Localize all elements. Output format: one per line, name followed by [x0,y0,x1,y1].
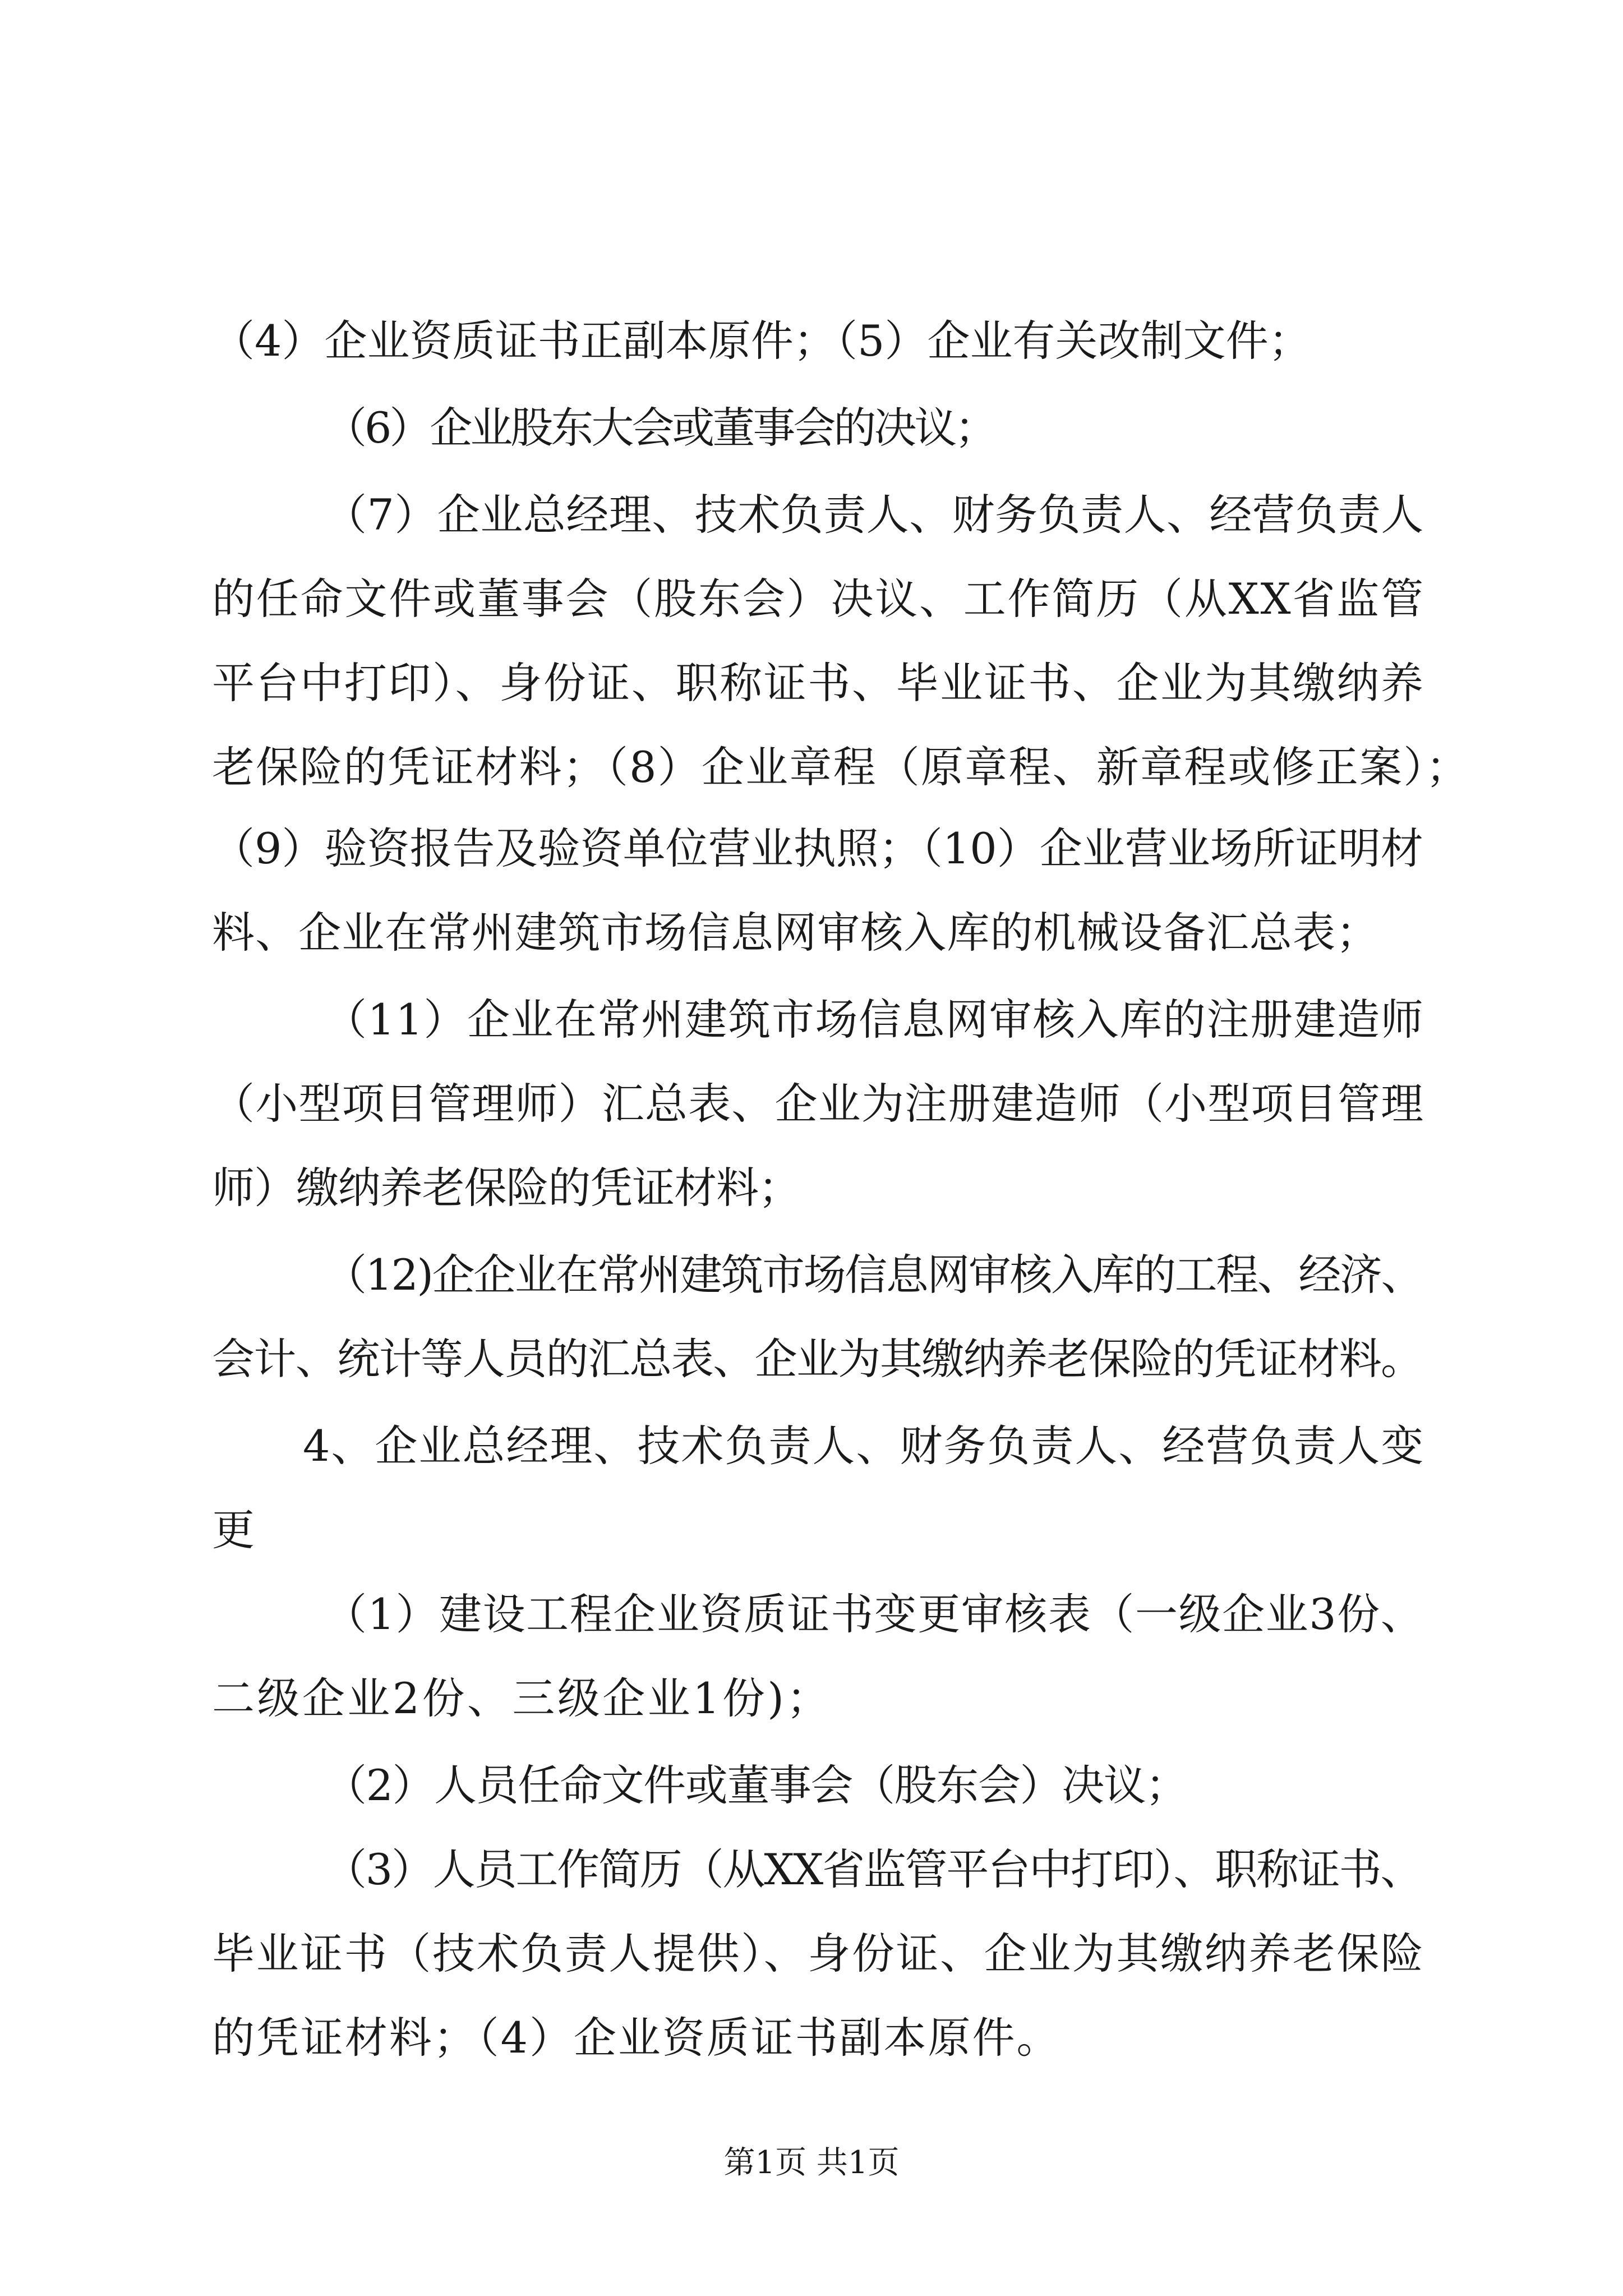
text-line-5: 平台中打印）、身份证、职称证书、毕业证书、企业为其缴纳养 [212,658,1425,708]
text-line-21: 的凭证材料；（4）企业资质证书副本原件。 [212,2013,1061,2063]
text-line-16: （1）建设工程企业资质证书变更审核表（一级企业3份、 [324,1589,1424,1639]
page-footer: 第1页 共1页 [723,2145,900,2181]
text-line-1: （4）企业资质证书正副本原件；（5）企业有关改制文件； [212,316,1311,366]
text-line-12: （12)企企业在常州建筑市场信息网审核入库的工程、经济、 [324,1250,1423,1300]
text-line-13: 会计、统计等人员的汇总表、企业为其缴纳养老保险的凭证材料。 [212,1334,1423,1384]
text-line-4: 的任命文件或董事会（股东会）决议、工作简历（从XX省监管 [212,574,1425,624]
text-line-3: （7）企业总经理、技术负责人、财务负责人、经营负责人 [324,490,1424,540]
text-line-2: （6）企业股东大会或董事会的决议； [324,403,995,453]
text-line-15: 更 [212,1505,255,1555]
text-line-6: 老保险的凭证材料；（8）企业章程（原章程、新章程或修正案）； [212,742,1470,792]
text-line-9: （11）企业在常州建筑市场信息网审核入库的注册建造师 [324,995,1424,1045]
text-line-14: 4、企业总经理、技术负责人、财务负责人、经营负责人变 [303,1421,1425,1471]
text-line-17: 二级企业2份、三级企业1份)； [212,1673,832,1723]
text-line-10: （小型项目管理师）汇总表、企业为注册建造师（小型项目管理 [212,1079,1424,1129]
text-line-19: （3）人员工作简历（从XX省监管平台中打印）、职称证书、 [324,1844,1422,1894]
text-line-11: 师）缴纳养老保险的凭证材料； [212,1163,800,1213]
text-line-8: 料、企业在常州建筑市场信息网审核入库的机械设备汇总表； [212,908,1380,958]
text-line-7: （9）验资报告及验资单位营业执照；（10）企业营业场所证明材 [212,823,1423,873]
text-line-18: （2）人员任命文件或董事会（股东会）决议； [324,1760,1187,1810]
text-line-20: 毕业证书（技术负责人提供）、身份证、企业为其缴纳养老保险 [212,1929,1425,1978]
